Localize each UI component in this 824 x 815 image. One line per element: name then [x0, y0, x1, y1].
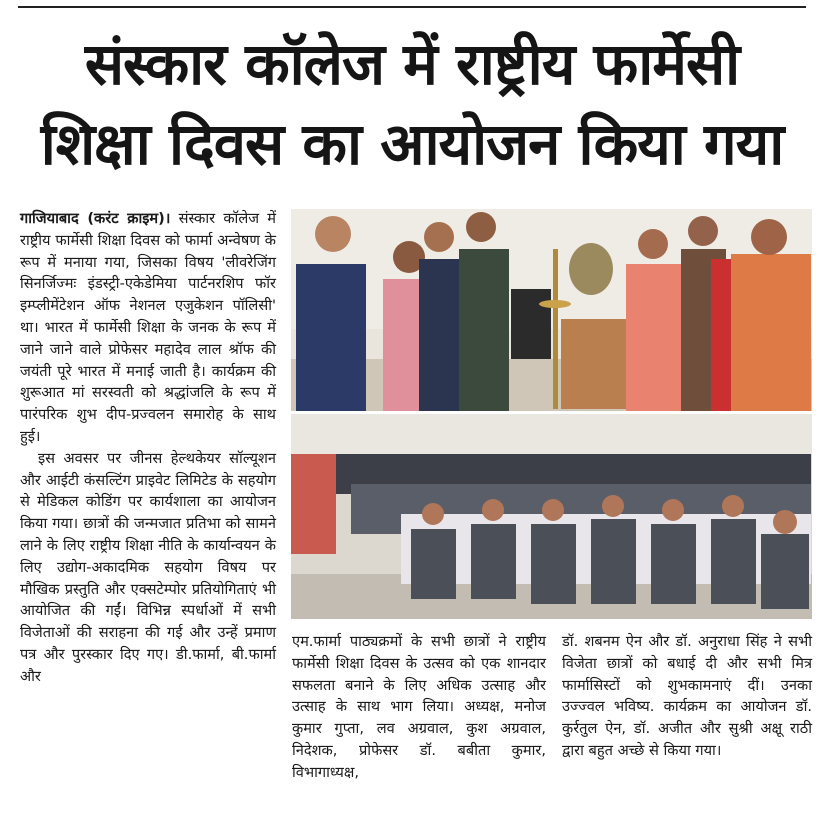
article-paragraph-1: संस्कार कॉलेज में राष्ट्रीय फार्मेसी शिक्षा दिवस को फार्मा अन्वेषण के रूप में मनाया गया, जिसका विषय 'लीवरेजिंग सिनर्जिज्मः इंडस्ट्री-एकेडेमिया पार्टनरशिप फॉर इम्प्लीमेंटेशन ऑफ नेशनल एजुकेशन पॉलिसी' था। भारत में फार्मेसी शिक्षा के जनक के रूप में जाने जाने वाले प्रोफेसर महादेव लाल श्रॉफ की जयंती पूरे भारत में मनाई जाती है। कार्यक्रम की शुरूआत मां सरस्वती को श्रद्धांजलि के रूप में पारंपरिक शुभ दीप-प्रज्वलन समारोह के साथ हुई। [20, 210, 277, 445]
article-column-1 [20, 208, 276, 688]
article-paragraph-3: एम.फार्मा पाठ्यक्रमों के सभी छात्रों ने राष्ट्रीय फार्मेसी शिक्षा दिवस के उत्सव को एक शानदार सफलता बनाने के लिए अधिक उत्साह और उत्साह के साथ भाग लिया। अध्यक्ष, मनोज कुमार गुप्ता, लव अग्रवाल, कुश अग्रवाल, निदेशक, प्रोफेसर डॉ. बबीता कुमार, विभागाध्यक्ष, [292, 633, 546, 781]
headline-line-2: शिक्षा दिवस का आयोजन किया गया [40, 110, 784, 178]
article-column-2 [292, 631, 546, 784]
photo-students-audience [291, 414, 812, 619]
photo-lamp-lighting-ceremony [291, 209, 812, 411]
top-rule [18, 6, 806, 8]
article-paragraph-2: इस अवसर पर जीनस हेल्थकेयर सॉल्यूशन और आईटी कंसल्टिंग प्राइवेट लिमिटेड के सहयोग से मेडिकल कोडिंग पर कार्यशाला का आयोजन किया गया। छात्रों की जन्मजात प्रतिभा को सामने लाने के लिए राष्ट्रीय शिक्षा नीति के कार्यान्वयन के लिए उद्योग-अकादमिक सहयोग विषय पर मौखिक प्रस्तुति और एक्सटेम्पोर प्रतियोगिताएं भी आयोजित की गईं। विभिन्न स्पर्धाओं में सभी विजेताओं की सराहना की गई और उन्हें प्रमाण पत्र और पुरस्कार दिए गए। डी.फार्मा, बी.फार्मा और [20, 449, 276, 685]
article-column-3 [562, 631, 812, 762]
article-paragraph-4: डॉ. शबनम ऐन और डॉ. अनुराधा सिंह ने सभी विजेता छात्रों को बधाई दी और सभी मित्र फार्मासिस्टों को शुभकामनाएं दीं। उनका उज्ज्वल भविष्य. कार्यक्रम का आयोजन डॉ. कुर्रतुल ऐन, डॉ. अजीत और सुश्री अक्षू राठी द्वारा बहुत अच्छे से किया गया। [562, 633, 812, 759]
dateline: गाजियाबाद (करंट क्राइम)। [20, 210, 171, 227]
headline-line-1: संस्कार कॉलेज में राष्ट्रीय फार्मेसी [84, 30, 740, 98]
